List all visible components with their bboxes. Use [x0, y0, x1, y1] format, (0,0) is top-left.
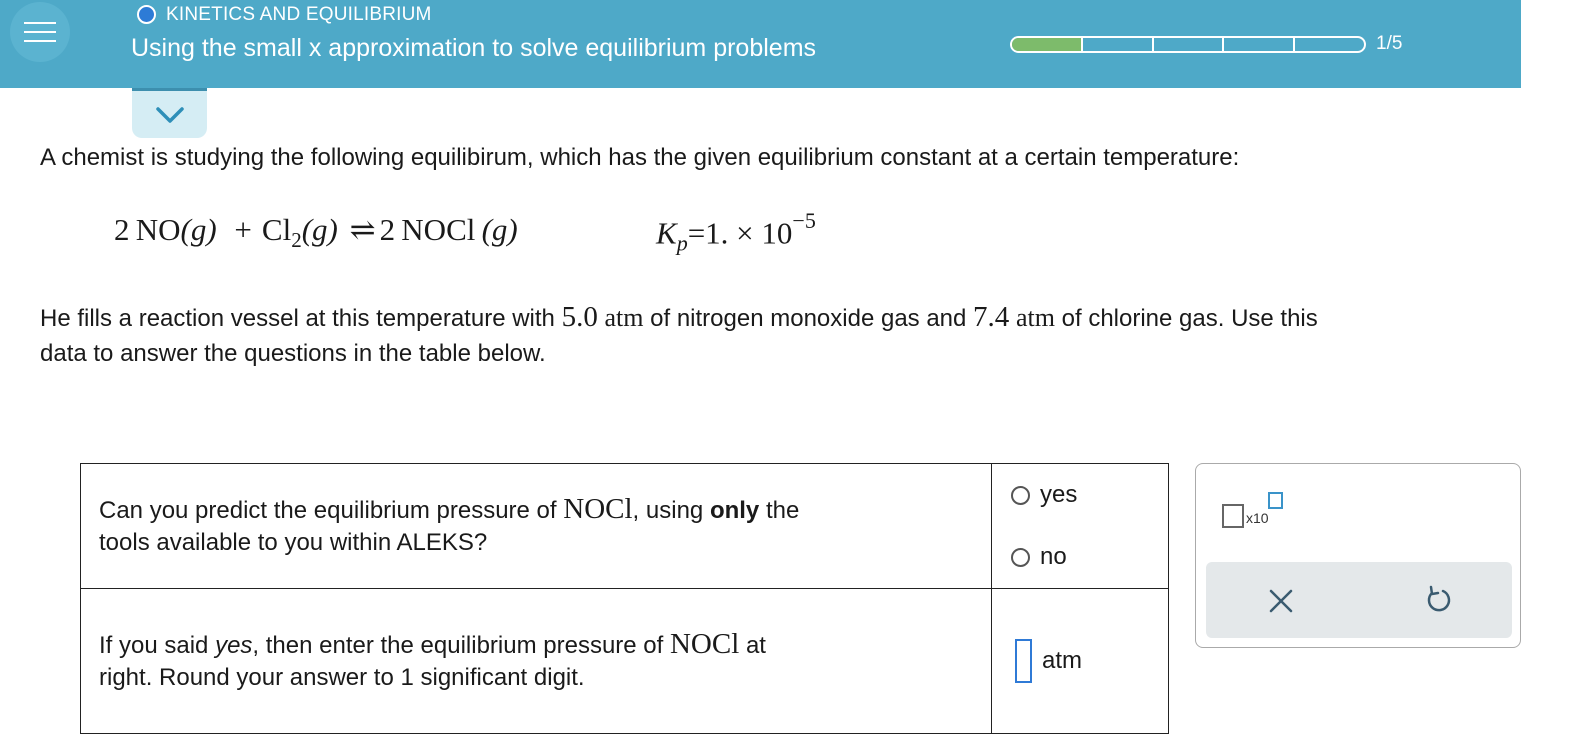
progress-segment	[1224, 38, 1295, 51]
undo-icon[interactable]	[1423, 584, 1453, 616]
unit-label: atm	[1042, 647, 1083, 674]
topic-status-icon	[137, 5, 156, 24]
no-radio[interactable]	[1011, 548, 1030, 567]
progress-label: 1/5	[1376, 33, 1403, 54]
menu-icon	[24, 22, 56, 24]
question-cell-2: If you said yes, then enter the equilibrium pressure of NOCl at right. Round your answer to 1 significant digit.	[81, 589, 992, 734]
equilibrium-constant: $K_p=1$. × $10^{-5}$	[656, 208, 816, 256]
progress-segment	[1295, 38, 1364, 51]
pressure-answer-input[interactable]	[1015, 639, 1032, 683]
question-intro: A chemist is studying the following equilibirum, which has the given equilibrium constant at a certain temperature:	[40, 144, 1240, 171]
yes-option[interactable]: yes	[1011, 477, 1168, 513]
table-row	[81, 589, 1169, 734]
collapse-header-button[interactable]	[132, 88, 207, 138]
answer-cell-2	[992, 589, 1169, 734]
no-option[interactable]: no	[1011, 539, 1168, 575]
question-table	[80, 463, 1169, 734]
topic-label: KINETICS AND EQUILIBRIUM	[166, 4, 432, 25]
progress-segment	[1012, 38, 1083, 51]
chevron-down-icon	[154, 104, 186, 126]
tool-action-bar	[1206, 562, 1512, 638]
reaction-equation: 2 $NO(g) + Cl_2(g)$ ⇌ 2 NOCl (g)	[114, 212, 518, 253]
progress-segment	[1083, 38, 1154, 51]
answer-tools-panel	[1195, 463, 1521, 648]
progress-segment	[1154, 38, 1225, 51]
question-cell-1: Can you predict the equilibrium pressure of NOCl, using only the tools available to you within ALEKS?	[81, 464, 992, 589]
table-row	[81, 464, 1169, 589]
equilibrium-arrow-icon: ⇌	[349, 212, 376, 247]
page-title: Using the small x approximation to solve equilibrium problems	[131, 34, 817, 62]
mantissa-box-icon	[1222, 504, 1244, 528]
answer-cell-1	[992, 464, 1169, 589]
question-body: He fills a reaction vessel at this temperature with 5.0 atm of nitrogen monoxide gas and 7.4 atm of chlorine gas. Use this	[40, 301, 1318, 333]
header-bar	[0, 0, 1521, 88]
menu-button[interactable]	[10, 2, 70, 62]
yes-radio[interactable]	[1011, 486, 1030, 505]
scientific-notation-button[interactable]: x10	[1222, 492, 1292, 532]
question-body-line2: data to answer the questions in the table below.	[40, 340, 546, 367]
progress-bar	[1010, 36, 1366, 53]
close-icon[interactable]	[1266, 586, 1296, 616]
exponent-box-icon	[1268, 492, 1283, 509]
